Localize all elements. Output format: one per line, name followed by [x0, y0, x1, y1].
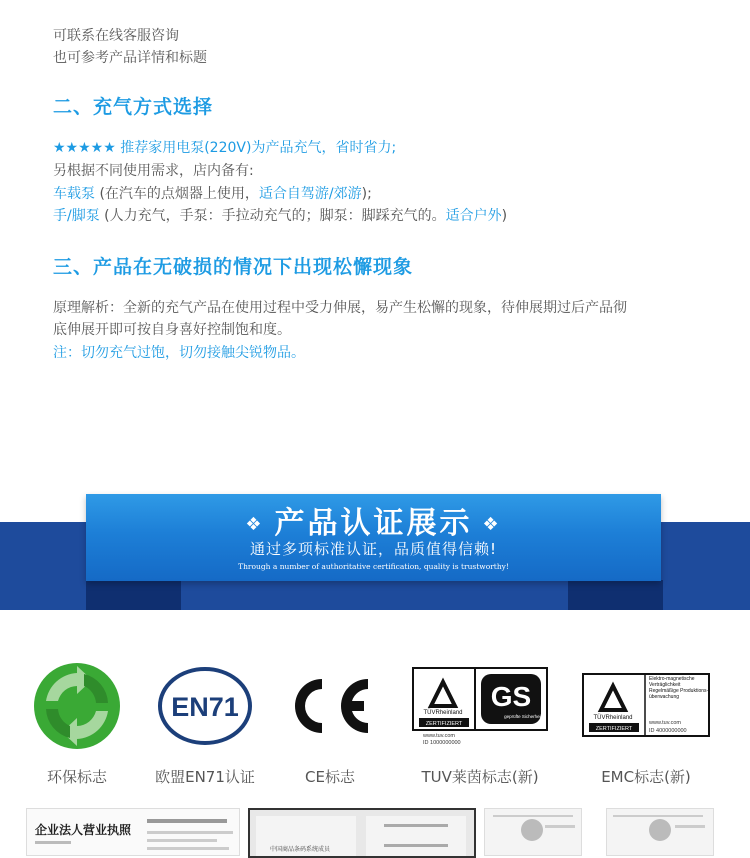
tuv-brand-text: TÜVRheinland: [423, 709, 463, 716]
emc-logo-icon: [580, 658, 712, 753]
emc-brand-text: TÜVRheinland: [593, 714, 633, 721]
trademark-certificate-2-image: [606, 808, 714, 856]
banner-subtitle: 通过多项标准认证，品质值得信赖!: [249, 540, 497, 558]
ribbon-fold-right: [568, 580, 663, 610]
tuv-gs-logo-icon: [410, 658, 550, 753]
warning-line: 注：切勿充气过饱，切勿接触尖锐物品。: [53, 345, 305, 361]
five-star-rating: ★★★★★: [53, 140, 116, 156]
trademark-certificate-1-image: [484, 808, 582, 856]
tuv-url-text: www.tuv.com: [423, 732, 455, 739]
license-title: 企业法人营业执照: [35, 823, 132, 837]
intro-line-2: 也可参考产品详情和标题: [53, 50, 207, 66]
hand-pump-fit: 适合户外: [445, 208, 502, 224]
tuv-cert-text: ZERTIFIZIERT: [425, 720, 463, 727]
section2-heading: 二、充气方式选择: [53, 96, 214, 118]
emblem-icon: [649, 819, 671, 841]
hand-pump-desc: (人力充气，手泵：手拉动充气的；脚泵：脚踩充气的。: [99, 208, 446, 224]
caption-emc: EMC标志(新): [601, 768, 691, 786]
hand-pump-end: ): [501, 208, 508, 224]
green-dot-logo-icon: [30, 658, 124, 753]
certification-banner: [86, 494, 661, 581]
car-pump-line: [53, 184, 372, 204]
recommend-text: 推荐家用电泵(220V)为产品充气，省时省力;: [120, 140, 397, 156]
ribbon-fold-left: [86, 580, 181, 610]
availability-note: 另根据不同使用需求，店内备有:: [53, 163, 254, 179]
barcode-certificate-image: [248, 808, 476, 858]
emc-url-text: www.tuv.com: [649, 719, 681, 726]
caption-green: 环保标志: [46, 768, 107, 786]
decoration-left-icon: ❖: [245, 514, 265, 535]
emblem-icon: [521, 819, 543, 841]
ce-logo-icon: [282, 658, 378, 753]
emc-cert-text: ZERTIFIZIERT: [595, 725, 633, 732]
decoration-right-icon: ❖: [482, 514, 502, 535]
emc-id-text: ID 4000000000: [649, 727, 687, 734]
emc-desc-text: Elektro-magnetische Verträglichkeit Regelmäßige Produktions-überwachung: [649, 675, 709, 700]
banner-title: 产品认证展示: [274, 506, 473, 541]
caption-en71: 欧盟EN71认证: [155, 768, 255, 786]
car-pump-desc: (在汽车的点烟器上使用，: [95, 186, 259, 202]
gs-text: GS: [490, 680, 532, 712]
caption-ce: CE标志: [305, 768, 355, 786]
business-license-image: [26, 808, 240, 856]
tuv-id-text: ID 1000000000: [423, 739, 461, 746]
banner-title-row: [86, 498, 661, 542]
car-pump-end: );: [361, 186, 372, 202]
gs-sub-text: geprüfte Sicherheit: [504, 713, 542, 719]
barcode-cert-title: 中国商品条码系统成员: [270, 846, 331, 853]
analysis-line-1: 原理解析：全新的充气产品在使用过程中受力伸展，易产生松懈的现象，待伸展期过后产品彻: [53, 300, 627, 316]
en71-logo-text: EN71: [171, 691, 239, 722]
analysis-line-2: 底伸展开即可按自身喜好控制饱和度。: [53, 322, 291, 338]
caption-tuv: TUV莱茵标志(新): [421, 768, 539, 786]
en71-logo-icon: [156, 658, 254, 753]
intro-line-1: 可联系在线客服咨询: [53, 28, 179, 44]
hand-pump-label: 手/脚泵: [53, 208, 100, 224]
banner-english: Through a number of authoritative certification, quality is trustworthy!: [238, 562, 509, 571]
hand-pump-line: [53, 206, 507, 226]
section3-heading: 三、产品在无破损的情况下出现松懈现象: [53, 256, 414, 278]
car-pump-label: 车载泵: [53, 186, 95, 202]
recommend-line: [53, 138, 396, 158]
car-pump-fit: 适合自驾游/郊游: [258, 186, 362, 202]
